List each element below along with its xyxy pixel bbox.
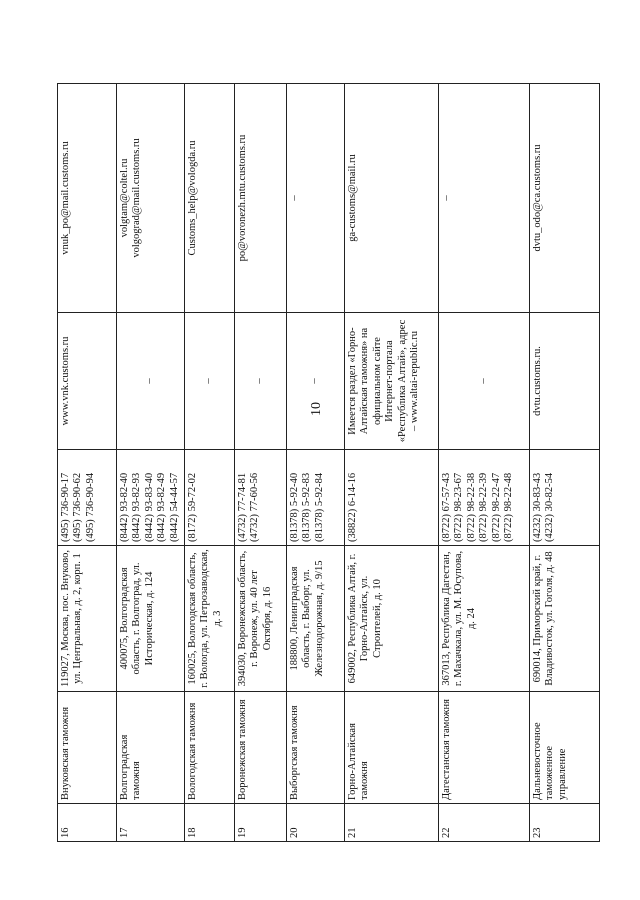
row-number: 20 xyxy=(287,804,345,842)
phone-numbers xyxy=(235,450,287,546)
table-row xyxy=(58,84,117,842)
phone-number: (8722) 98-22-47 xyxy=(490,472,502,542)
email-address: volgtam@coltel.ru xyxy=(119,158,130,238)
email-addresses xyxy=(58,84,117,313)
phone-number: (8722) 98-22-38 xyxy=(465,472,477,542)
customs-office-name: Горно-Алтайская таможня xyxy=(345,692,439,804)
phone-number: (81378) 5-92-40 xyxy=(289,472,300,542)
website: – xyxy=(235,313,287,450)
row-number: 16 xyxy=(58,804,117,842)
table-row xyxy=(345,84,439,842)
email-addresses xyxy=(530,84,600,313)
postal-address: 690014, Приморский край, г. Владивосток, ул. Гоголя, д. 48 xyxy=(530,546,600,692)
phone-numbers xyxy=(345,450,439,546)
website: – xyxy=(117,313,185,450)
email-address: po@voronezh.mtu.customs.ru xyxy=(237,134,248,262)
customs-office-name: Волгоградская таможня xyxy=(117,692,185,804)
row-number: 19 xyxy=(235,804,287,842)
table-row xyxy=(439,84,530,842)
email-address: ga-customs@mail.ru xyxy=(347,154,358,242)
email-address: volgograd@mail.customs.ru xyxy=(131,138,143,258)
customs-contacts-table-wrapper xyxy=(57,84,581,842)
email-address: Customs_help@vologda.ru xyxy=(187,140,198,256)
phone-number: (8722) 98-23-67 xyxy=(453,472,465,542)
phone-number: (8442) 93-83-40 xyxy=(143,472,155,542)
email-address: – xyxy=(289,195,300,201)
email-address: – xyxy=(441,195,452,201)
table-row xyxy=(530,84,600,842)
customs-office-name: Дальневосточное таможенное управление xyxy=(530,692,600,804)
phone-number: (8442) 93-82-49 xyxy=(156,472,168,542)
phone-numbers xyxy=(530,450,600,546)
phone-numbers xyxy=(185,450,235,546)
phone-number: (4732) 77-60-56 xyxy=(249,472,261,542)
phone-number: (8722) 98-22-48 xyxy=(502,472,514,542)
phone-number: (4232) 30-82-54 xyxy=(544,472,556,542)
row-number: 21 xyxy=(345,804,439,842)
phone-number: (495) 736-90-62 xyxy=(72,472,84,542)
postal-address: 188800, Ленинградская область, г. Выборг, ул. Железнодорожная, д. 9/15 xyxy=(287,546,345,692)
website: www.vnk.customs.ru xyxy=(58,313,117,450)
website: Имеется раздел «Горно-Алтайская таможня» на официальном сайте Интернет-портала «Республика Алтай», адрес – www.altai-republic.ru xyxy=(345,313,439,450)
customs-office-name: Воронежская таможня xyxy=(235,692,287,804)
phone-number: (81378) 5-92-83 xyxy=(301,472,313,542)
phone-number: (8722) 67-57-43 xyxy=(441,472,452,542)
phone-number: (8442) 93-82-93 xyxy=(131,472,143,542)
postal-address: 367013, Республика Дагестан, г. Махачкала, ул. М. Юсупова, д. 24 xyxy=(439,546,530,692)
phone-number: (8722) 98-22-39 xyxy=(478,472,490,542)
email-addresses xyxy=(235,84,287,313)
table-row xyxy=(185,84,235,842)
phone-numbers xyxy=(439,450,530,546)
email-addresses xyxy=(185,84,235,313)
phone-number: (4232) 30-83-43 xyxy=(532,472,543,542)
postal-address: 119027, Москва, пос. Внуково, ул. Центральная, д. 2, корп. 1 xyxy=(58,546,117,692)
postal-address: 400075, Волгоградская область, г. Волгоград, ул. Историческая, д. 124 xyxy=(117,546,185,692)
row-number: 22 xyxy=(439,804,530,842)
table-row xyxy=(117,84,185,842)
website: – xyxy=(439,313,530,450)
phone-numbers xyxy=(117,450,185,546)
row-number: 23 xyxy=(530,804,600,842)
customs-contacts-table xyxy=(57,83,600,842)
table-row xyxy=(287,84,345,842)
email-addresses xyxy=(117,84,185,313)
table-body xyxy=(58,84,600,842)
table-row xyxy=(235,84,287,842)
phone-number: (8172) 59-72-02 xyxy=(187,472,198,542)
phone-number: (38822) 6-14-16 xyxy=(347,472,358,542)
phone-number: (81378) 5-92-84 xyxy=(313,472,325,542)
phone-number: (8442) 93-82-40 xyxy=(119,472,130,542)
postal-address: 394030, Воронежская область, г. Воронеж, ул. 40 лет Октября, д. 16 xyxy=(235,546,287,692)
website: – xyxy=(185,313,235,450)
website: – xyxy=(287,313,345,450)
email-address: dvtu_odo@ca.customs.ru xyxy=(532,144,543,252)
phone-numbers xyxy=(58,450,117,546)
customs-office-name: Дагестанская таможня xyxy=(439,692,530,804)
page-number: 10 xyxy=(309,402,324,416)
row-number: 18 xyxy=(185,804,235,842)
email-addresses xyxy=(287,84,345,313)
phone-number: (8442) 54-44-57 xyxy=(168,472,180,542)
website: dvtu.customs.ru. xyxy=(530,313,600,450)
phone-number: (495) 736-90-17 xyxy=(60,472,71,542)
email-addresses xyxy=(439,84,530,313)
customs-office-name: Внуковская таможня xyxy=(58,692,117,804)
phone-number: (495) 736-90-94 xyxy=(84,472,96,542)
phone-number: (4732) 77-74-81 xyxy=(237,472,248,542)
postal-address: 160025, Вологодская область, г. Вологда, ул. Петрозаводская, д. 3 xyxy=(185,546,235,692)
email-addresses xyxy=(345,84,439,313)
email-address: vnuk_po@mail.customs.ru xyxy=(60,141,71,255)
postal-address: 649002, Республика Алтай, г. Горно-Алтайск, ул. Строителей, д. 10 xyxy=(345,546,439,692)
customs-office-name: Выборгская таможня xyxy=(287,692,345,804)
row-number: 17 xyxy=(117,804,185,842)
phone-numbers xyxy=(287,450,345,546)
customs-office-name: Вологодская таможня xyxy=(185,692,235,804)
